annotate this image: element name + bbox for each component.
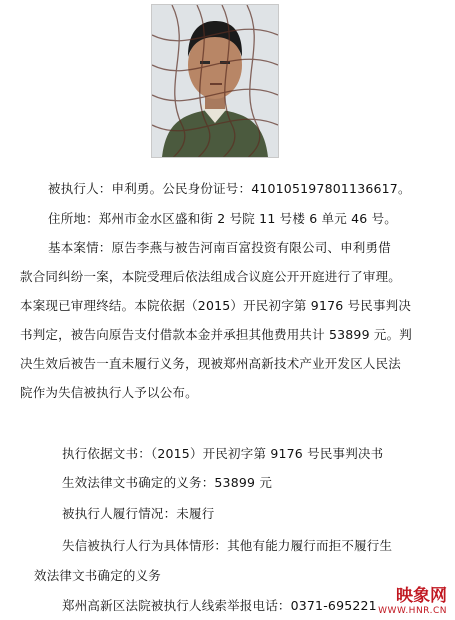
case-summary-line: 书判定，被告向原告支付借款本金并承担其他费用共计 53899 元。判 [20,327,413,342]
obligation-amount-line: 生效法律文书确定的义务：53899 元 [62,475,273,490]
address-line: 住所地：郑州市金水区盛和街 2 号院 11 号楼 6 单元 46 号。 [48,211,398,226]
judgment-document-line: 执行依据文书：（2015）开民初字第 9176 号民事判决书 [62,446,384,461]
watermark-logo [378,587,447,616]
case-summary-line: 款合同纠纷一案，本院受理后依法组成合议庭公开开庭进行了审理。 [20,269,402,284]
watermark-url: WWW.HNR.CN [378,606,447,616]
watermark-logo-text: 映象网 [396,586,447,606]
case-summary-line: 基本案情：原告李燕与被告河南百富投资有限公司、申利勇借 [48,240,391,255]
case-summary-line: 决生效后被告一直未履行义务，现被郑州高新技术产业开发区人民法 [20,356,402,371]
performance-status-line: 被执行人履行情况：未履行 [62,506,215,521]
defendant-id-line: 被执行人：申利勇。公民身份证号：410105197801136617。 [48,181,411,196]
dishonest-behavior-line: 效法律文书确定的义务 [34,568,162,583]
case-summary-line: 院作为失信被执行人予以公布。 [20,385,198,400]
case-summary-line: 本案现已审理终结。本院依据（2015）开民初字第 9176 号民事判决 [20,298,412,313]
dishonest-behavior-line: 失信被执行人行为具体情形：其他有能力履行而拒不履行生 [62,538,393,553]
defendant-photo [151,4,279,158]
report-hotline-line: 郑州高新区法院被执行人线索举报电话：0371-695221 [62,598,377,613]
